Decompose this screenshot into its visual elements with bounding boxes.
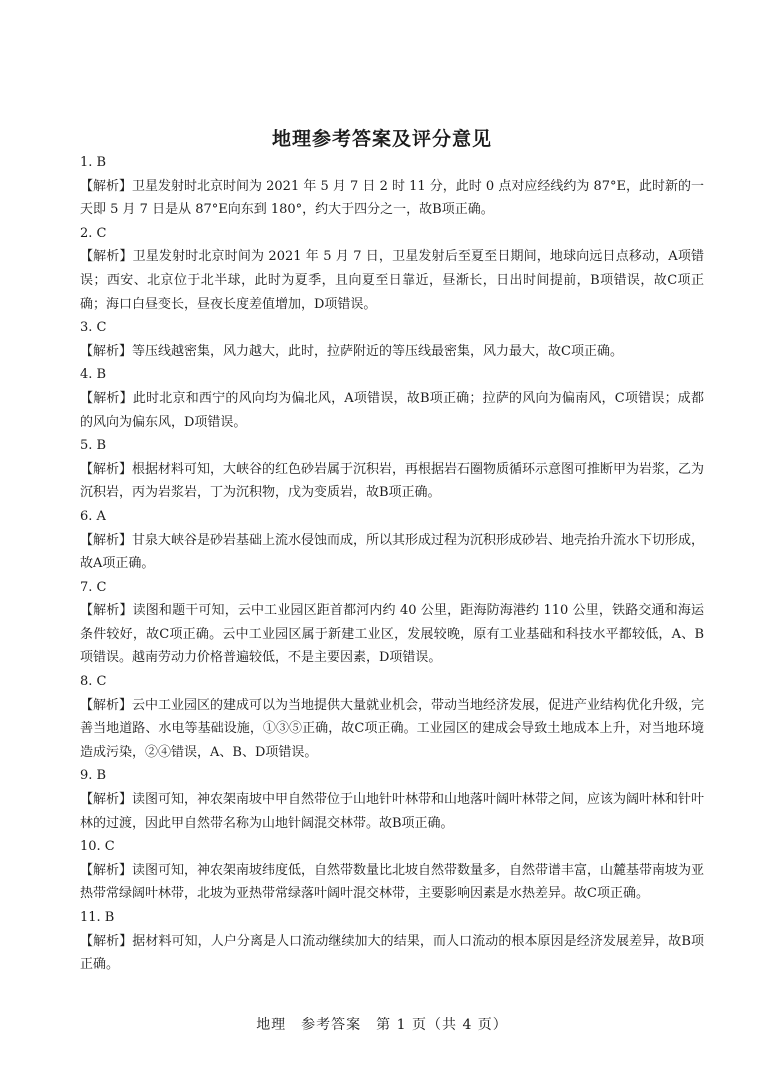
answer-explanation: 【解析】根据材料可知，大峡谷的红色砂岩属于沉积岩，再根据岩石圈物质循环示意图可推断甲为岩浆，乙为沉积岩，丙为岩浆岩，丁为沉积物，戊为变质岩，故B项正确。 — [80, 461, 705, 501]
answer-explanation: 【解析】甘泉大峡谷是砂岩基础上流水侵蚀而成，所以其形成过程为沉积形成砂岩、地壳抬升流水下切形成，故A项正确。 — [80, 532, 705, 572]
question-number: 9. B — [80, 768, 107, 784]
answer-item — [80, 906, 704, 977]
question-number: 10. C — [80, 839, 115, 855]
answer-item — [80, 764, 704, 835]
answer-explanation: 【解析】读图可知，神农架南坡中甲自然带位于山地针叶林带和山地落叶阔叶林带之间，应该为阔叶林和针叶林的过渡，因此甲自然带名称为山地针阔混交林带。故B项正确。 — [80, 792, 705, 831]
answer-item — [80, 576, 704, 670]
answer-item — [80, 835, 704, 906]
question-number: 2. C — [80, 225, 107, 241]
question-number: 4. B — [80, 367, 107, 383]
question-number: 11. B — [80, 910, 115, 925]
answer-item — [80, 363, 704, 434]
answer-list — [80, 151, 704, 977]
answer-explanation: 【解析】读图可知，神农架南坡纬度低，自然带数量比北坡自然带数量多，自然带谱丰富，山麓基带南坡为亚热带常绿阔叶林带，北坡为亚热带常绿落叶阔叶混交林带，主要影响因素是水热差异。故C项正确。 — [80, 862, 705, 902]
answer-explanation: 【解析】卫星发射时北京时间为 2021 年 5 月 7 日 2 时 11 分，此时 0 点对应经线约为 87°E，此时新的一天即 5 月 7 日是从 87°E向东到 180°，约大于四分之一，故B项正确。 — [80, 178, 704, 218]
answer-item — [80, 505, 704, 576]
answer-item — [80, 316, 704, 363]
question-number: 1. B — [80, 155, 107, 170]
question-number: 7. C — [80, 579, 107, 595]
answer-explanation: 【解析】此时北京和西宁的风向均为偏北风，A项错误，故B项正确；拉萨的风向为偏南风，C项错误；成都的风向为偏东风，D项错误。 — [80, 390, 704, 430]
question-number: 3. C — [80, 320, 107, 336]
document-title: 地理参考答案及评分意见 — [271, 128, 492, 150]
answer-explanation: 【解析】据材料可知，人户分离是人口流动继续加大的结果，而人口流动的根本原因是经济发展差异，故B项正确。 — [80, 933, 704, 973]
question-number: 6. A — [80, 508, 106, 524]
page-footer: 地理 参考答案 第 1 页（共 4 页） — [256, 1017, 508, 1033]
answer-item — [80, 151, 704, 222]
answer-item — [80, 670, 704, 764]
answer-item — [80, 434, 704, 505]
answer-explanation: 【解析】卫星发射时北京时间为 2021 年 5 月 7 日，卫星发射后至夏至日期间，地球向远日点移动，A项错误；西安、北京位于北半球，此时为夏季，且向夏至日靠近，昼渐长，日出时间提前，B项错误，故C项正确；海口白昼变长，昼夜长度差值增加，D项错误。 — [80, 249, 704, 312]
answer-explanation: 【解析】读图和题干可知，云中工业园区距首都河内约 40 公里，距海防海港约 110 公里，铁路交通和海运条件较好，故C项正确。云中工业园区属于新建工业区，发展较晚，原有工业基础和科技水平都较低，A、B项错误。越南劳动力价格普遍较低，不是主要因素，D项错误。 — [80, 603, 704, 666]
answer-explanation: 【解析】等压线越密集，风力越大，此时，拉萨附近的等压线最密集，风力最大，故C项正确。 — [80, 343, 623, 359]
answer-item — [80, 222, 704, 316]
answer-explanation: 【解析】云中工业园区的建成可以为当地提供大量就业机会，带动当地经济发展，促进产业结构优化升级，完善当地道路、水电等基础设施，①③⑤正确，故C项正确。工业园区的建成会导致土地成本上升，对当地环境造成污染，②④错误，A、B、D项错误。 — [80, 697, 705, 760]
question-number: 5. B — [80, 438, 107, 454]
question-number: 8. C — [80, 674, 107, 690]
